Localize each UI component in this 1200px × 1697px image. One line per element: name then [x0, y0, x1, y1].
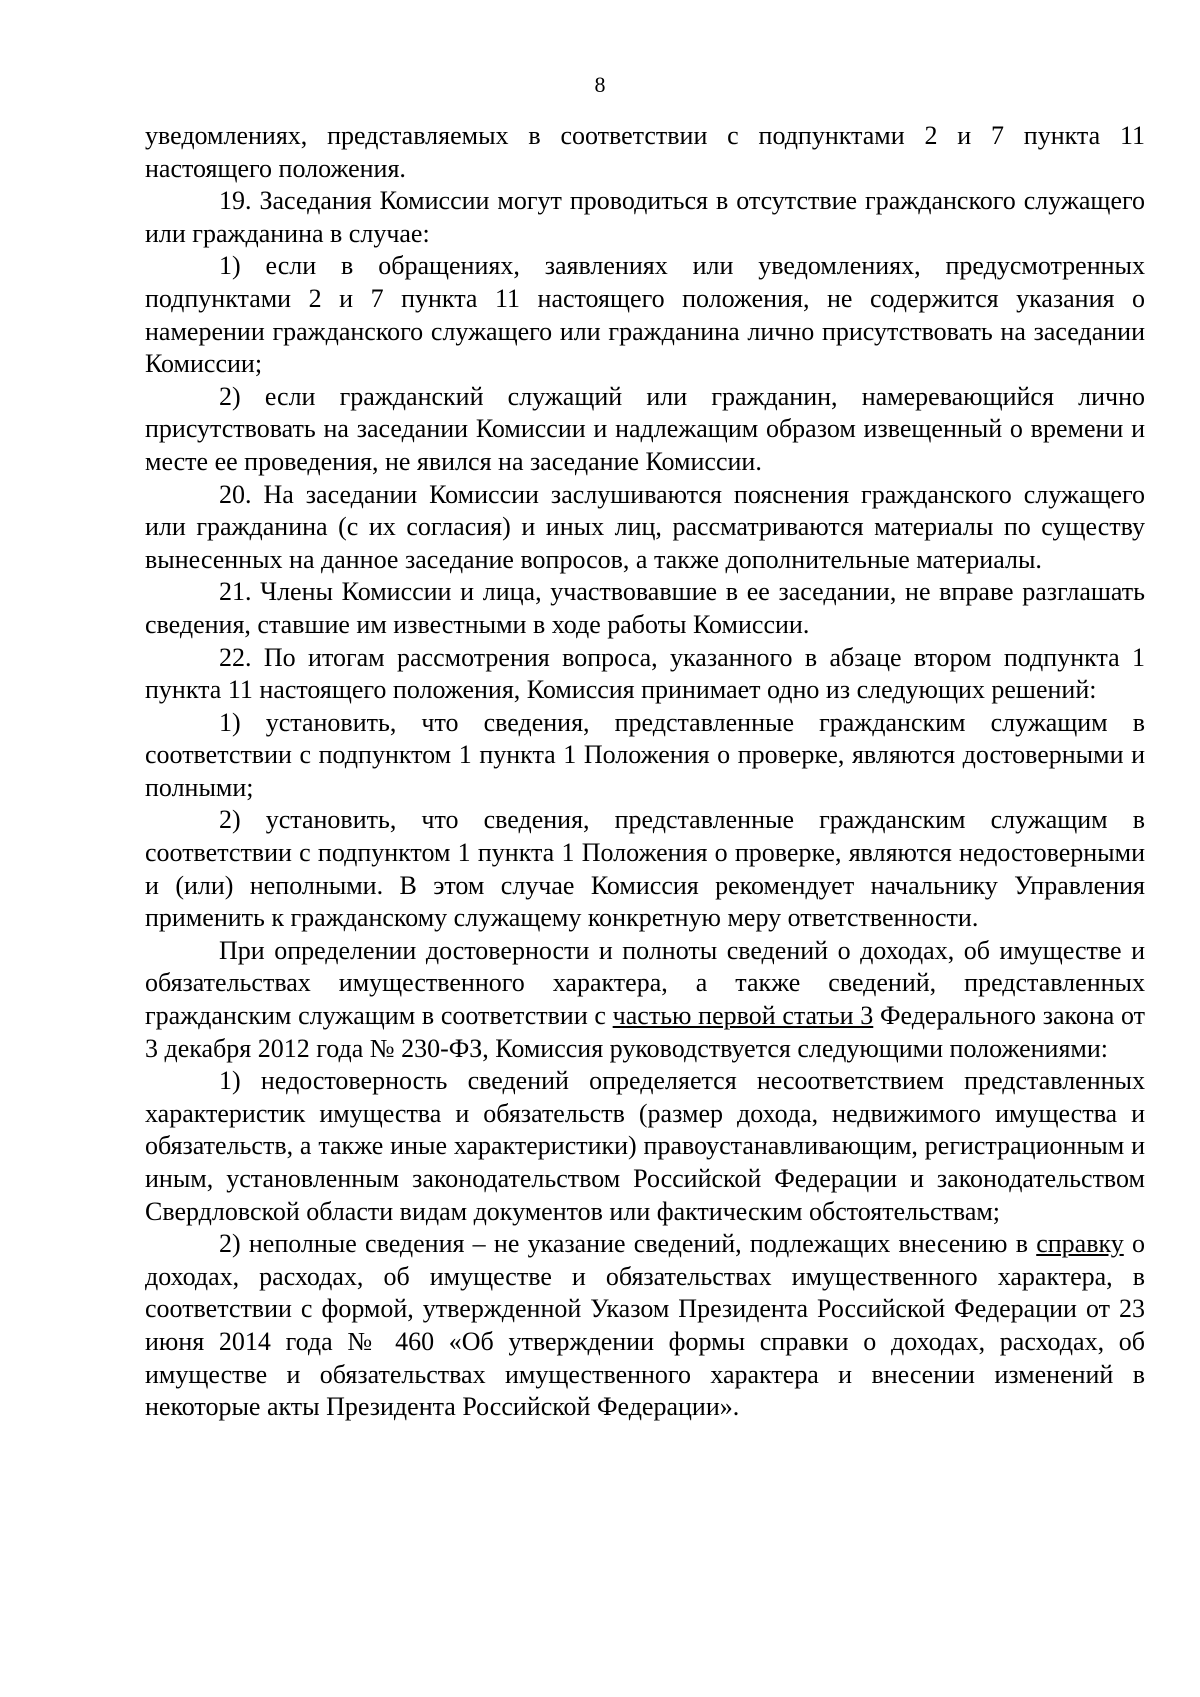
paragraph-item-20: 20. На заседании Комиссии заслушиваются пояснения гражданского служащего или гражданина (с их согласия) и иных лиц, рассматриваются материалы по существу вынесенных на данное заседание вопросов, а также дополнительные материалы. [145, 479, 1145, 574]
paragraph-criteria-2 [145, 1228, 1145, 1424]
paragraph-criteria-intro [145, 935, 1145, 1065]
paragraph-item-19: 19. Заседания Комиссии могут проводиться в отсутствие гражданского служащего или гражданина в случае: [145, 186, 1145, 248]
paragraph-continuation: уведомлениях, представляемых в соответствии с подпунктами 2 и 7 пункта 11 настоящего положения. [145, 121, 1145, 183]
text-segment: Федерального закона от 3 декабря 2012 года № 230-ФЗ, Комиссия руководствуется следующими положениями: [145, 1001, 1145, 1063]
text-segment: 2) неполные сведения – не указание сведений, подлежащих внесению в [219, 1229, 1037, 1259]
paragraph-item-22-2: 2) установить, что сведения, представленные гражданским служащим в соответствии с подпунктом 1 пункта 1 Положения о проверке, являются недостоверными и (или) неполными. В этом случае Комиссия рекомендует начальнику Управления применить к гражданскому служащему конкретную меру ответственности. [145, 805, 1145, 933]
paragraph-item-19-2: 2) если гражданский служащий или гражданин, намеревающийся лично присутствовать на заседании Комиссии и надлежащим образом извещенный о времени и месте ее проведения, не явился на заседание Комиссии. [145, 381, 1145, 476]
paragraph-item-19-1: 1) если в обращениях, заявлениях или уведомлениях, предусмотренных подпунктами 2 и 7 пункта 11 настоящего положения, не содержится указания о намерении гражданского служащего или гражданина лично присутствовать на заседании Комиссии; [145, 251, 1145, 379]
paragraph-item-22: 22. По итогам рассмотрения вопроса, указанного в абзаце втором подпункта 1 пункта 11 настоящего положения, Комиссия принимает одно из следующих решений: [145, 642, 1145, 705]
paragraph-item-21: 21. Члены Комиссии и лица, участвовавшие в ее заседании, не вправе разглашать сведения, ставшие им известными в ходе работы Комиссии. [145, 577, 1145, 639]
law-reference-link[interactable]: частью первой статьи 3 [612, 1001, 874, 1031]
text-segment: о доходах, расходах, об имуществе и обязательствах имущественного характера, в соответствии с формой, утвержденной Указом Президента Российской Федерации от 23 июня 2014 года № 460 «Об утверждении формы справки о доходах, расходах, об имуществе и обязательствах имущественного характера и внесении изменений в некоторые акты Президента Российской Федерации». [145, 1229, 1145, 1422]
paragraph-criteria-1: 1) недостоверность сведений определяется несоответствием представленных характеристик имущества и обязательств (размер дохода, недвижимого имущества и обязательств, а также иные характеристики) правоустанавливающим, регистрационным и иным, установленным законодательством Российской Федерации и законодательством Свердловской области видам документов или фактическим обстоятельствам; [145, 1066, 1145, 1226]
certificate-link[interactable]: справку [1036, 1229, 1124, 1259]
page-number: 8 [594, 72, 606, 97]
document-body [145, 120, 1145, 1424]
paragraph-item-22-1: 1) установить, что сведения, представленные гражданским служащим в соответствии с подпунктом 1 пункта 1 Положения о проверке, являются достоверными и полными; [145, 707, 1145, 802]
text-segment: При определении достоверности и полноты сведений о доходах, об имуществе и обязательствах имущественного характера, а также сведений, представленных гражданским служащим в соответствии с [145, 935, 1145, 1031]
